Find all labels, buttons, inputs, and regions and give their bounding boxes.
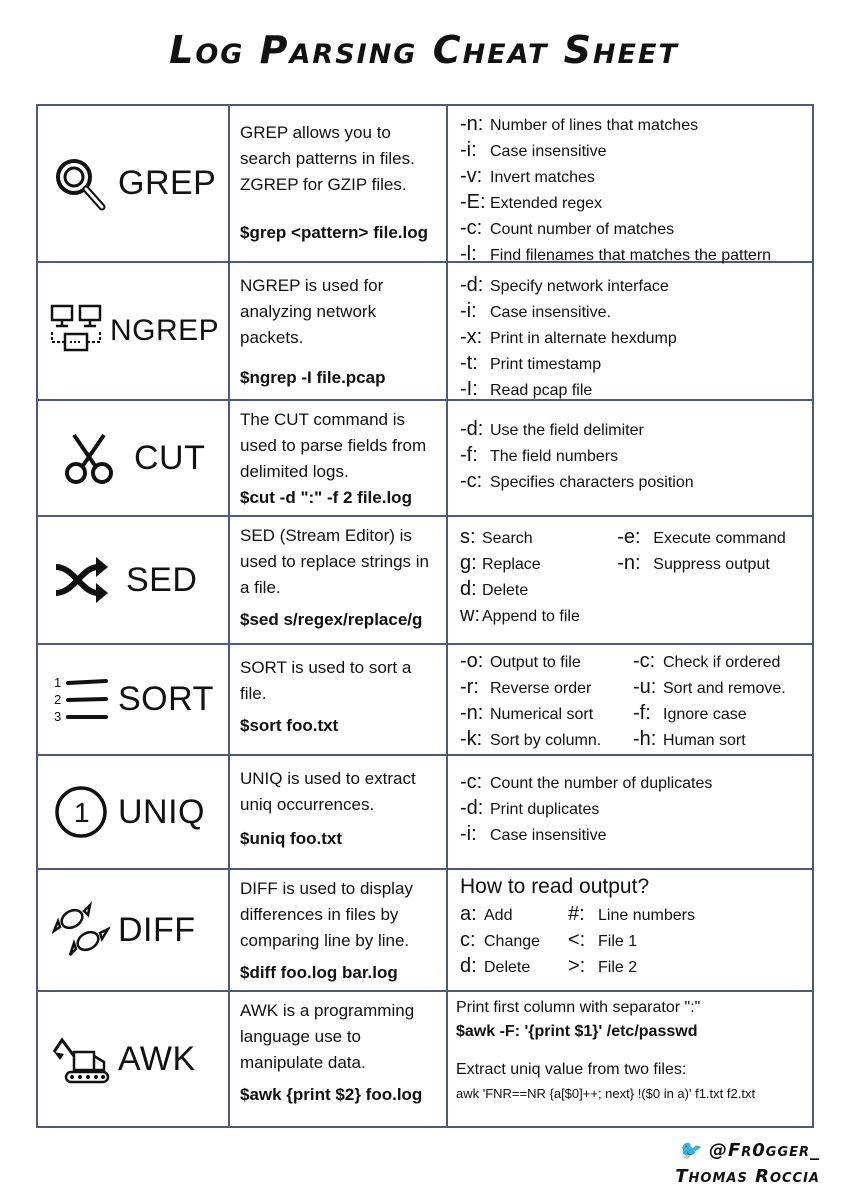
option: g: Replace: [460, 552, 541, 574]
option: s: Search: [460, 526, 533, 548]
option: #: Line numbers: [568, 903, 695, 925]
page-title: Log Parsing Cheat Sheet: [169, 28, 679, 72]
option: -f: Ignore case: [633, 702, 747, 724]
option: d: Delete: [460, 578, 529, 600]
command-description: NGREP is used for analyzing network packets.: [240, 276, 384, 347]
awk-code-1: $awk -F: '{print $1}' /etc/passwd: [456, 1023, 698, 1040]
option: -I: Read pcap file: [460, 378, 593, 400]
option: -e: Execute command: [617, 526, 786, 548]
option: c: Change: [460, 929, 541, 951]
twitter-handle[interactable]: @Fr0gger_: [708, 1140, 820, 1161]
row-awk: [38, 992, 812, 1126]
awk-tip-2: Extract uniq value from two files:: [456, 1061, 687, 1078]
row-diff: [38, 870, 812, 992]
scissors-icon: [60, 429, 118, 487]
option: -c: Count number of matches: [460, 217, 675, 239]
command-name: SED: [126, 560, 198, 599]
row-ngrep: [38, 263, 812, 401]
option: <: File 1: [568, 929, 638, 951]
command-example: $sed s/regex/replace/g: [240, 610, 423, 629]
option: w: Append to file: [460, 604, 580, 626]
command-description: AWK is a programming language use to manipulate data.: [240, 1001, 415, 1072]
magnifier-icon: [52, 155, 110, 213]
command-name: SORT: [118, 680, 214, 718]
command-description: The CUT command is used to parse fields from delimited logs.: [240, 410, 427, 481]
command-name: DIFF: [118, 910, 196, 949]
command-example: $cut -d ":" -f 2 file.log: [240, 488, 412, 507]
option: -d: Use the field delimiter: [460, 418, 644, 440]
candy-icon: [52, 901, 110, 959]
option: -t: Print timestamp: [460, 352, 602, 374]
command-description: SED (Stream Editor) is used to replace strings in a file.: [240, 526, 429, 597]
option: -x: Print in alternate hexdump: [460, 326, 677, 348]
option: -v: Invert matches: [460, 165, 595, 187]
option: -u: Sort and remove.: [633, 676, 786, 698]
option: a: Add: [460, 903, 513, 925]
option: -i: Case insensitive.: [460, 300, 611, 322]
command-name: AWK: [118, 1039, 196, 1078]
svg-text:3: 3: [54, 708, 62, 724]
command-example: $sort foo.txt: [240, 716, 339, 735]
option: -d: Specify network interface: [460, 274, 669, 296]
row-grep: [38, 106, 812, 263]
row-uniq: [38, 756, 812, 870]
command-name: NGREP: [110, 314, 220, 347]
command-description: GREP allows you to search patterns in files. ZGREP for GZIP files.: [240, 123, 415, 194]
cheat-sheet-table: [36, 104, 814, 1128]
author-credit: [675, 1138, 820, 1190]
option: -o: Output to file: [460, 650, 581, 672]
command-example: $awk {print $2} foo.log: [240, 1085, 423, 1104]
options-list: [448, 517, 812, 643]
option: -c: Check if ordered: [633, 650, 781, 672]
options-list: [448, 756, 812, 868]
options-list: [448, 645, 812, 754]
option: -f: The field numbers: [460, 444, 619, 466]
svg-text:2: 2: [54, 691, 62, 707]
options-list: [460, 902, 806, 980]
option: -r: Reverse order: [460, 676, 592, 698]
command-example: $grep <pattern> file.log: [240, 223, 428, 242]
output-heading: How to read output?: [460, 875, 650, 898]
twitter-bird-icon: 🐦: [678, 1140, 702, 1161]
option: -E: Extended regex: [460, 191, 603, 213]
row-cut: [38, 401, 812, 517]
options-list: [448, 263, 812, 399]
option: -i: Case insensitive: [460, 823, 607, 845]
author-name: Thomas Roccia: [675, 1166, 820, 1187]
command-name: UNIQ: [118, 792, 205, 831]
shuffle-icon: [52, 551, 110, 609]
option: -k: Sort by column.: [460, 728, 602, 750]
option: -n: Numerical sort: [460, 702, 594, 724]
network-computers-icon: [48, 302, 106, 360]
option: -n: Suppress output: [617, 552, 770, 574]
options-list: [448, 106, 812, 265]
option: -c: Specifies characters position: [460, 470, 694, 492]
command-example: $ngrep -I file.pcap: [240, 368, 386, 387]
command-description: SORT is used to sort a file.: [240, 658, 412, 703]
option: -i: Case insensitive: [460, 139, 607, 161]
row-sort: [38, 645, 812, 756]
option: -c: Count the number of duplicates: [460, 771, 713, 793]
option: >: File 2: [568, 955, 638, 977]
command-example: $diff foo.log bar.log: [240, 963, 398, 982]
numbered-list-icon: [52, 671, 110, 729]
command-description: UNIQ is used to extract uniq occurrences.: [240, 769, 416, 814]
option: d: Delete: [460, 955, 531, 977]
svg-text:1: 1: [74, 797, 90, 828]
row-sed: [38, 517, 812, 645]
option: -h: Human sort: [633, 728, 746, 750]
command-example: $uniq foo.txt: [240, 829, 342, 848]
command-name: GREP: [118, 164, 217, 202]
command-description: DIFF is used to display differences in files by comparing line by line.: [240, 879, 413, 950]
option: -l: Find filenames that matches the pattern: [460, 243, 772, 265]
awk-code-2: awk 'FNR==NR {a[$0]++; next} !($0 in a)' f1.txt f2.txt: [456, 1086, 756, 1101]
excavator-icon: [52, 1030, 110, 1088]
circled-one-icon: [52, 783, 110, 841]
options-list: [448, 401, 812, 515]
svg-text:1: 1: [54, 674, 62, 690]
option: -d: Print duplicates: [460, 797, 600, 819]
command-name: CUT: [134, 438, 206, 477]
awk-tip-1: Print first column with separator ":": [456, 999, 701, 1016]
option: -n: Number of lines that matches: [460, 113, 699, 135]
